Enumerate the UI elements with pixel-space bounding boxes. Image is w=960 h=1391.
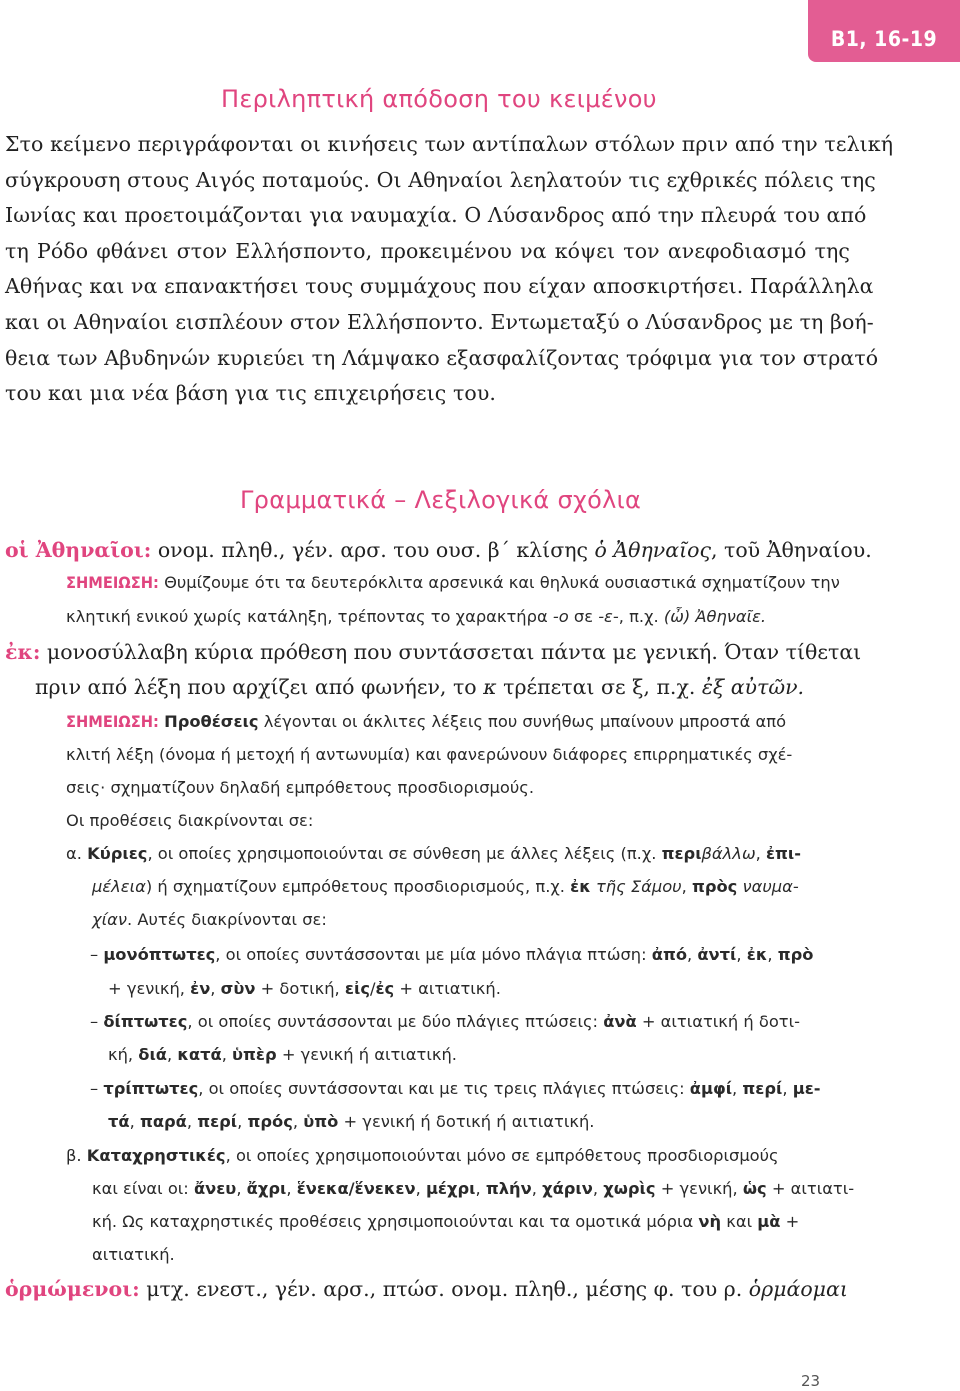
entry-italic: ὁ Ἀθηναῖος bbox=[594, 538, 711, 562]
note-text: , bbox=[767, 945, 778, 964]
note-bold: περί bbox=[742, 1079, 783, 1098]
entry-text: ονομ. πληθ., γέν. αρσ. του ουσ. β΄ κλίσης bbox=[151, 538, 595, 562]
note-text: , bbox=[166, 1045, 178, 1064]
entry-ek bbox=[5, 640, 861, 664]
entry-text: μτχ. ενεστ., γέν. αρσ., πτώσ. ονομ. πληθ., μέσης φ. του ρ. bbox=[139, 1277, 749, 1301]
note-bold: ἐκ bbox=[746, 945, 768, 964]
note-text: , bbox=[286, 1179, 297, 1198]
note-bold: νὴ bbox=[698, 1212, 722, 1231]
note-bold: μέχρι bbox=[425, 1179, 476, 1198]
entry-text: ξ bbox=[632, 675, 644, 699]
grammar-title: Γραμματικά – Λεξιλογικά σχόλια bbox=[240, 486, 642, 514]
note-bold: ὑπὲρ bbox=[232, 1045, 277, 1064]
note-bold: παρά bbox=[139, 1112, 187, 1131]
note-row bbox=[66, 706, 786, 739]
note-italic: -ε- bbox=[598, 607, 619, 626]
note-italic: μέλεια bbox=[92, 877, 146, 896]
note-row bbox=[108, 1106, 594, 1139]
note-bold: ἐπι- bbox=[765, 844, 801, 863]
note-bold: πλήν bbox=[485, 1179, 532, 1198]
note-bold: Καταχρηστικές bbox=[86, 1146, 226, 1165]
note-bold: μὰ bbox=[757, 1212, 781, 1231]
note-bold: ἕνεκα/ἕνεκεν bbox=[296, 1179, 416, 1198]
note-1 bbox=[66, 567, 840, 637]
note-row bbox=[66, 838, 801, 871]
entry-text: μονοσύλλαβη κύρια πρόθεση που συντάσσεται πάντα με γενική. Όταν τίθεται bbox=[40, 640, 862, 664]
note-row bbox=[66, 567, 840, 600]
note-text: , π.χ. bbox=[618, 607, 664, 626]
entry-text: , τοῦ Ἀθηναίου. bbox=[710, 538, 872, 562]
list-marker: β. bbox=[66, 1146, 82, 1165]
note-italic: -ο bbox=[552, 607, 569, 626]
summary-line: θεια των Αβυδηνών κυριεύει τη Λάμψακο εξασφαλίζοντας τρόφιμα για τον στρατό bbox=[5, 345, 879, 370]
note-text: + γενική ή δοτική ή αιτιατική. bbox=[338, 1112, 595, 1131]
note-text: ) ή σχηματίζουν εμπρόθετους προσδιορισμούς, π.χ. bbox=[145, 877, 571, 896]
note-bold: ὑπὸ bbox=[303, 1112, 339, 1131]
note-row bbox=[90, 939, 813, 972]
note-row bbox=[66, 805, 313, 838]
note-text: + γενική, bbox=[108, 979, 191, 998]
lemma: ὁρμώμενοι: bbox=[5, 1277, 140, 1301]
note-row bbox=[66, 601, 766, 634]
entry-text: τρέπεται σε bbox=[496, 675, 633, 699]
note-row bbox=[90, 1006, 800, 1039]
summary-line: και οι Αθηναίοι εισπλέουν στον Ελλήσποντο. Εντωμεταξύ ο Λύσανδρος με τη βοή- bbox=[5, 309, 874, 334]
note-text: , οι οποίες συντάσσονται και με τις τρεις πλάγιες πτώσεις: bbox=[198, 1079, 690, 1098]
entry-italic: ὁρμάομαι bbox=[748, 1277, 848, 1301]
note-row bbox=[66, 1140, 779, 1173]
note-bold: ὡς bbox=[742, 1179, 767, 1198]
list-dash: – bbox=[90, 1079, 99, 1098]
chapter-tab-label: B1, 16-19 bbox=[830, 27, 938, 51]
note-italic: τῆς Σάμου bbox=[595, 877, 682, 896]
note-bold: Κύριες bbox=[87, 844, 148, 863]
note-text: , bbox=[221, 1045, 233, 1064]
note-text: , bbox=[732, 1079, 743, 1098]
summary-line: σύγκρουση στους Αιγός ποταμούς. Οι Αθηναίοι λεηλατούν τις εχθρικές πόλεις της bbox=[5, 167, 876, 192]
note-bold: πρὸς bbox=[691, 877, 738, 896]
summary-line: Στο κείμενο περιγράφονται οι κινήσεις των αντίπαλων στόλων πριν από την τελική bbox=[5, 132, 894, 156]
note-text: , bbox=[129, 1112, 140, 1131]
note-italic: (ὦ) Ἀθηναῖε. bbox=[663, 607, 767, 626]
note-text: κλιτή λέξη (όνομα ή μετοχή ή αντωνυμία) και φανερώνουν διάφορες επιρρηματικές σχέ- bbox=[66, 745, 793, 764]
note-text: + αιτιατική ή δοτι- bbox=[636, 1012, 800, 1031]
list-dash: – bbox=[90, 1012, 99, 1031]
note-text: , bbox=[237, 1112, 248, 1131]
note-bold: ἀπό bbox=[651, 945, 688, 964]
note-text: + bbox=[780, 1212, 800, 1231]
summary-line: Ιωνίας και προετοιμάζονται για ναυμαχία. Ο Λύσανδρος από την πλευρά του από bbox=[5, 203, 867, 228]
note-italic: βάλλω bbox=[701, 844, 756, 863]
note-bold: ἀντί bbox=[697, 945, 737, 964]
note-text: , bbox=[415, 1179, 426, 1198]
note-text: κλητική ενικού χωρίς κατάληξη, τρέποντας το χαρακτήρα bbox=[66, 607, 553, 626]
note-bold: ἐς bbox=[375, 979, 395, 998]
note-row bbox=[108, 1039, 457, 1072]
note-bold: χωρὶς bbox=[603, 1179, 656, 1198]
list-dash: – bbox=[90, 945, 99, 964]
lemma: οἱ Ἀθηναῖοι: bbox=[5, 538, 152, 562]
note-text: και είναι οι: bbox=[92, 1179, 194, 1198]
note-text: + γενική, bbox=[655, 1179, 743, 1198]
summary-line: του και μια νέα βάση για τις επιχειρήσεις του. bbox=[5, 381, 497, 406]
note-bold: τά bbox=[108, 1112, 130, 1131]
note-bold: σὺν bbox=[220, 979, 256, 998]
note-row bbox=[92, 904, 327, 937]
note-bold: τρίπτωτες bbox=[103, 1079, 199, 1098]
note-bold: μονόπτωτες bbox=[103, 945, 216, 964]
note-label: ΣΗΜΕΙΩΣΗ: bbox=[66, 573, 159, 592]
note-text: σε bbox=[568, 607, 599, 626]
note-row bbox=[66, 739, 792, 772]
note-text: , bbox=[531, 1179, 543, 1198]
note-text: , bbox=[755, 844, 766, 863]
note-italic: χίαν bbox=[92, 910, 127, 929]
note-text: , bbox=[782, 1079, 793, 1098]
note-text: + γενική ή αιτιατική. bbox=[276, 1045, 457, 1064]
note-row bbox=[92, 1239, 175, 1272]
note-text: και bbox=[721, 1212, 758, 1231]
entry-italic: κ bbox=[483, 675, 497, 699]
note-text: , bbox=[736, 945, 747, 964]
note-bold: διά bbox=[138, 1045, 167, 1064]
entry-ek-line2 bbox=[35, 675, 804, 699]
note-2 bbox=[66, 706, 855, 1266]
note-text: , bbox=[592, 1179, 604, 1198]
note-bold: δίπτωτες bbox=[103, 1012, 188, 1031]
note-text: λέγονται οι άκλιτες λέξεις που συνήθως μπαίνουν μπροστά από bbox=[258, 712, 787, 731]
note-row bbox=[66, 772, 534, 805]
note-text: + δοτική, bbox=[255, 979, 345, 998]
note-text: + αιτιατι- bbox=[766, 1179, 855, 1198]
summary-title: Περιληπτική απόδοση του κειμένου bbox=[221, 85, 657, 113]
note-bold: εἰς bbox=[344, 979, 370, 998]
list-marker: α. bbox=[66, 844, 82, 863]
note-bold: ἀμφί bbox=[689, 1079, 733, 1098]
note-label: ΣΗΜΕΙΩΣΗ: bbox=[66, 712, 159, 731]
note-text: κή. Ως καταχρηστικές προθέσεις χρησιμοποιούνται και τα ομοτικά μόρια bbox=[92, 1212, 699, 1231]
note-text: , bbox=[210, 979, 221, 998]
note-row bbox=[92, 871, 799, 904]
note-bold: πρὸ bbox=[777, 945, 814, 964]
note-row bbox=[92, 1206, 799, 1239]
note-text: , bbox=[475, 1179, 486, 1198]
note-text: , bbox=[681, 877, 692, 896]
note-text: + αιτιατική. bbox=[394, 979, 501, 998]
note-bold: ἄνευ bbox=[193, 1179, 237, 1198]
note-text: . Αυτές διακρίνονται σε: bbox=[126, 910, 327, 929]
note-text: / bbox=[369, 979, 376, 998]
lemma: ἐκ: bbox=[5, 640, 41, 664]
page-number: 23 bbox=[801, 1372, 821, 1390]
note-text: , οι οποίες χρησιμοποιούνται σε σύνθεση με άλλες λέξεις (π.χ. bbox=[147, 844, 662, 863]
note-text: , οι οποίες χρησιμοποιούνται μόνο σε εμπρόθετους προσδιορισμούς bbox=[225, 1146, 779, 1165]
note-text: αιτιατική. bbox=[92, 1245, 175, 1264]
note-bold: πρός bbox=[247, 1112, 293, 1131]
note-text: , bbox=[687, 945, 698, 964]
note-row bbox=[92, 1173, 854, 1206]
note-italic: ναυμα- bbox=[742, 877, 799, 896]
note-text: , οι οποίες συντάσσονται με μία μόνο πλάγια πτώση: bbox=[215, 945, 652, 964]
entry-italic: ἐξ αὐτῶν. bbox=[701, 675, 805, 699]
entry-ormomenoi bbox=[5, 1277, 848, 1301]
note-text: Θυμίζουμε ότι τα δευτερόκλιτα αρσενικά και θηλυκά ουσιαστικά σχηματίζουν την bbox=[158, 573, 840, 592]
note-bold: χάριν bbox=[542, 1179, 593, 1198]
note-text: , bbox=[186, 1112, 198, 1131]
note-text: Οι προθέσεις διακρίνονται σε: bbox=[66, 811, 314, 830]
note-bold: ἀνὰ bbox=[603, 1012, 637, 1031]
note-text: , οι οποίες συντάσσονται με δύο πλάγιες πτώσεις: bbox=[187, 1012, 604, 1031]
note-bold: ἄχρι bbox=[246, 1179, 287, 1198]
summary-paragraph bbox=[5, 127, 894, 412]
note-row bbox=[108, 973, 501, 1006]
chapter-tab bbox=[808, 0, 960, 62]
note-row bbox=[90, 1073, 821, 1106]
entry-text: πριν από λέξη που αρχίζει από φωνήεν, το bbox=[35, 675, 484, 699]
note-bold: κατά bbox=[177, 1045, 222, 1064]
note-text: , bbox=[236, 1179, 247, 1198]
note-bold: ἐκ bbox=[570, 877, 591, 896]
summary-line: τη Ρόδο φθάνει στον Ελλήσποντο, προκειμένου να κόψει τον ανεφοδιασμό της bbox=[5, 238, 850, 263]
entry-athenaioi bbox=[5, 538, 872, 562]
note-bold: περί bbox=[197, 1112, 238, 1131]
note-bold: Προθέσεις bbox=[164, 712, 259, 731]
note-bold: με- bbox=[792, 1079, 821, 1098]
note-text: κή, bbox=[108, 1045, 139, 1064]
summary-line: Αθήνας και να επανακτήσει τους συμμάχους που είχαν αποσκιρτήσει. Παράλληλα bbox=[5, 274, 874, 299]
note-bold: περι bbox=[661, 844, 702, 863]
note-text: σεις· σχηματίζουν δηλαδή εμπρόθετους προσδιορισμούς. bbox=[66, 778, 535, 797]
note-text: , bbox=[292, 1112, 304, 1131]
note-bold: ἐν bbox=[190, 979, 211, 998]
entry-text: , π.χ. bbox=[643, 675, 702, 699]
